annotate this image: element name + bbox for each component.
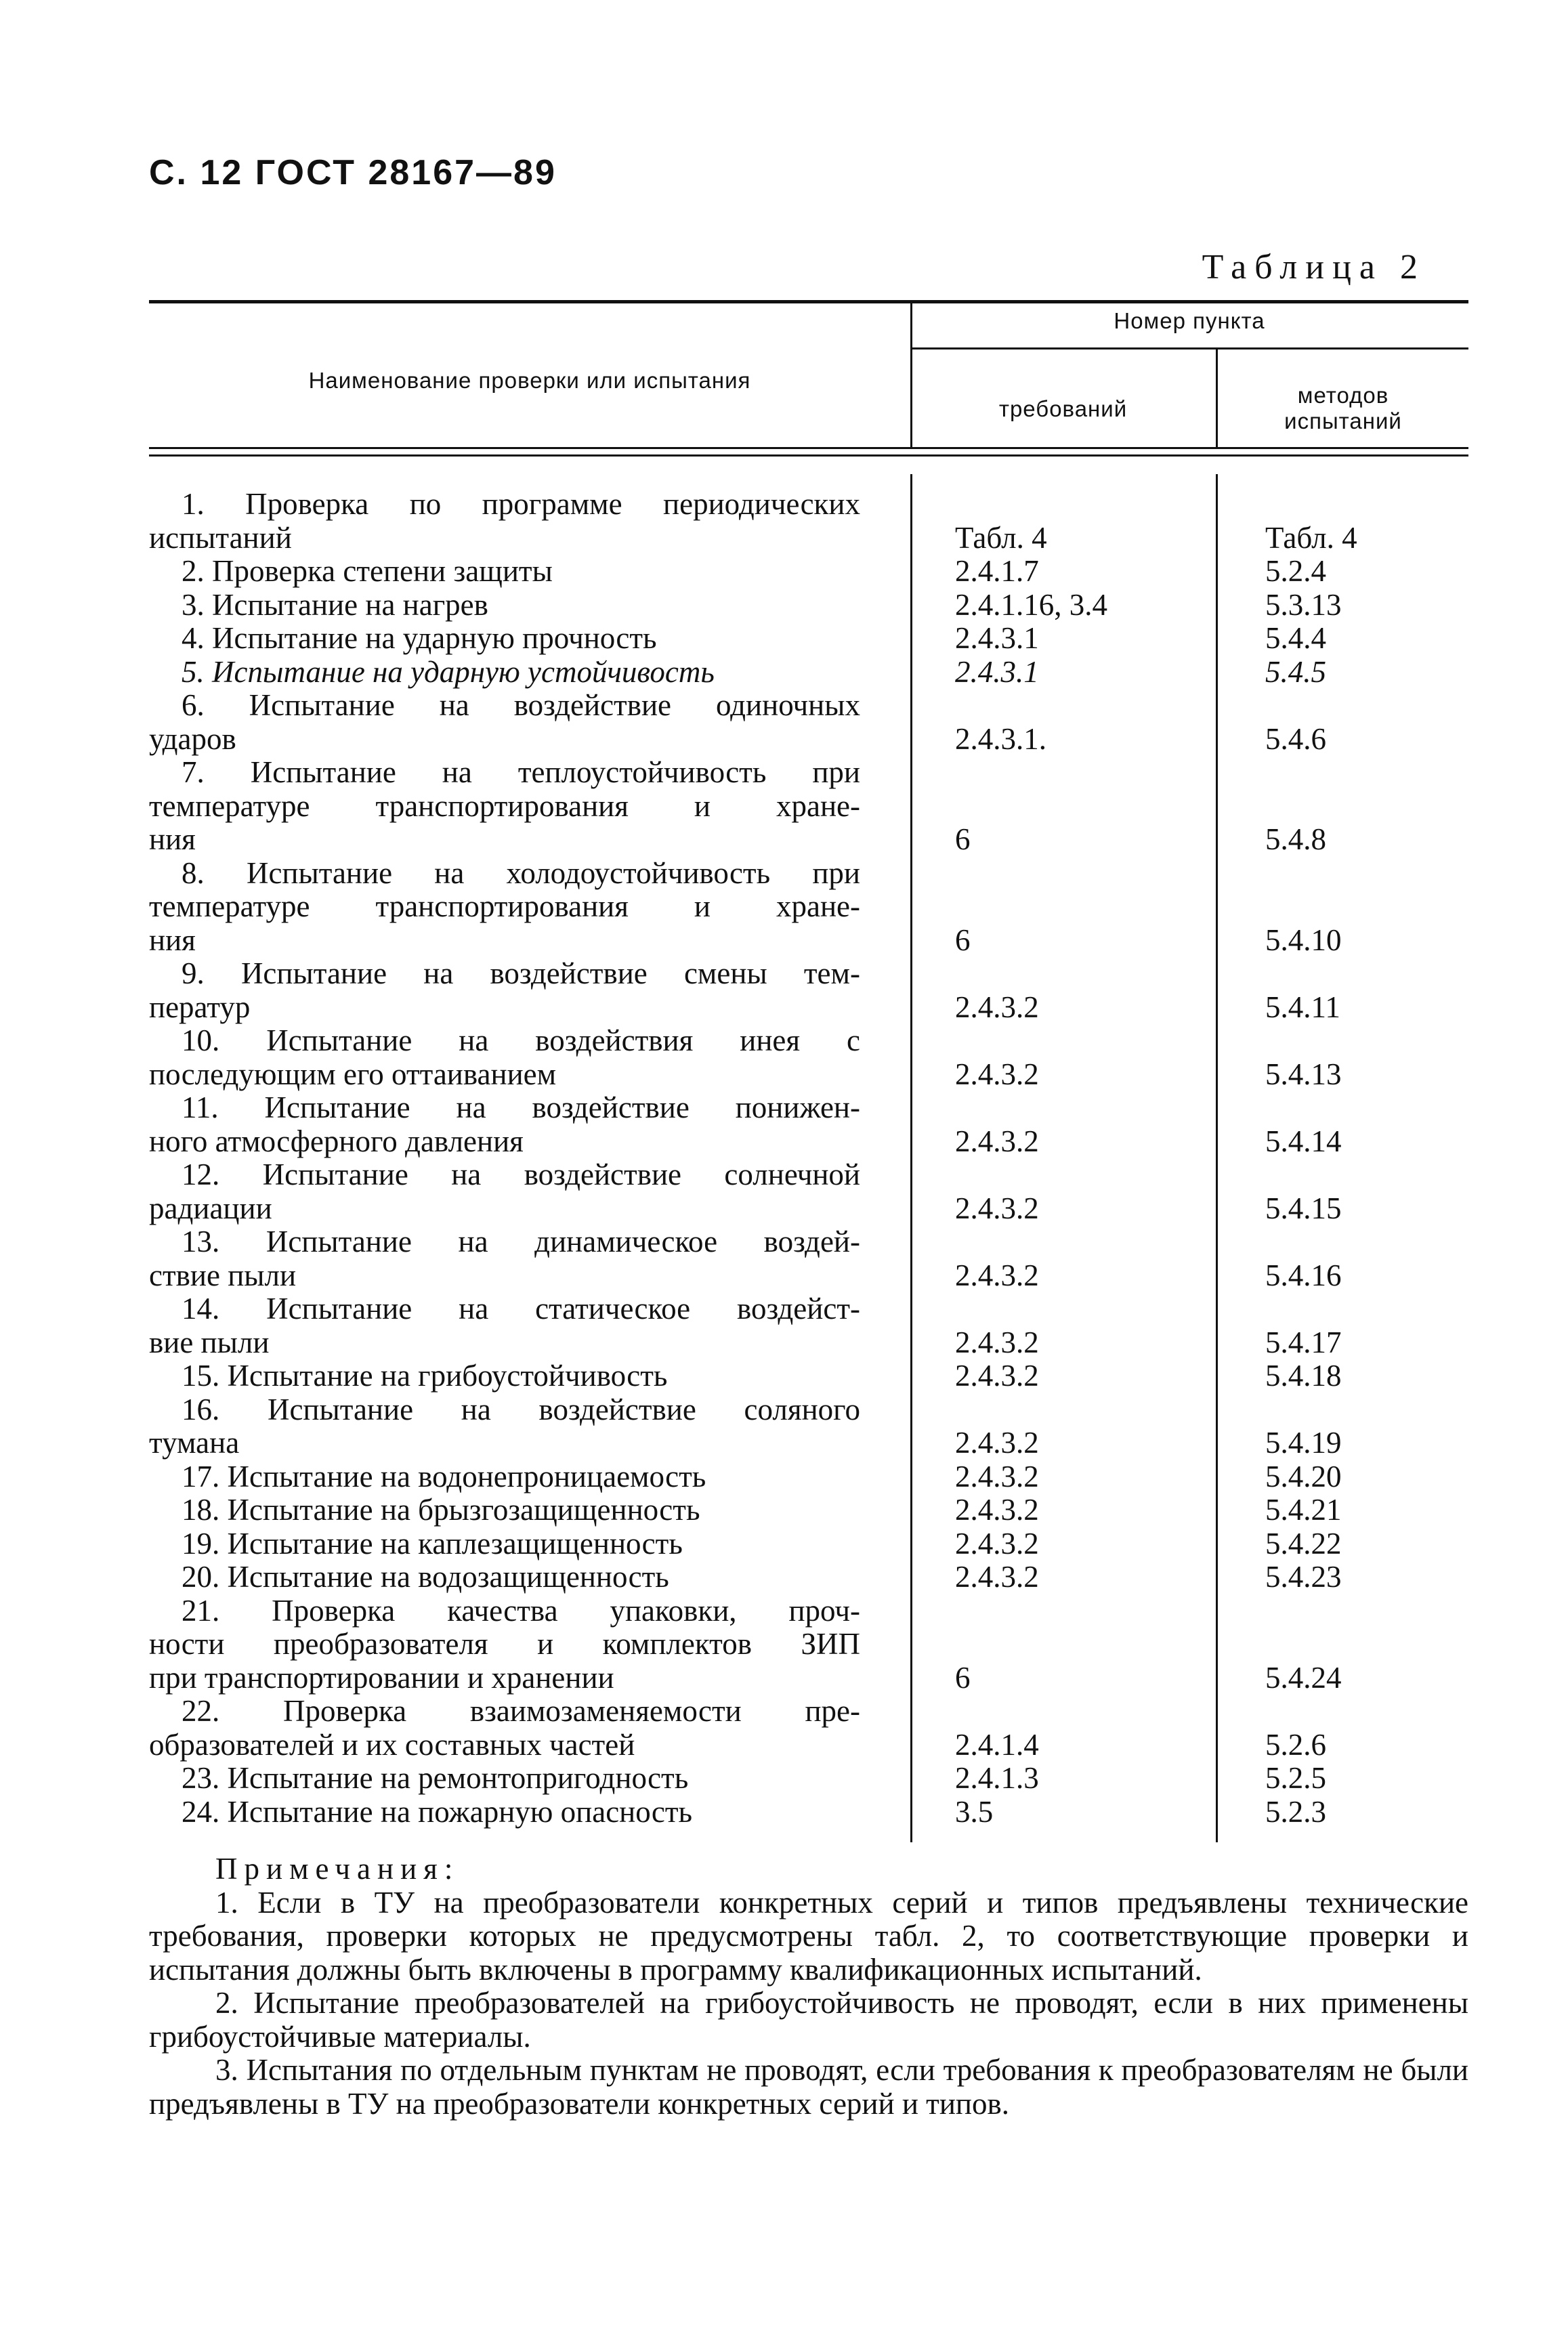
- row-methods: 5.4.14: [1265, 1124, 1342, 1158]
- row-name-line: 11. Испытание на воздействие понижен-: [182, 1090, 860, 1124]
- row-name-line: ствие пыли: [149, 1258, 297, 1292]
- row-name-line: 20. Испытание на водозащищенность: [182, 1560, 669, 1594]
- row-requirements: 2.4.3.2: [955, 1325, 1039, 1359]
- row-name-line: 3. Испытание на нагрев: [182, 587, 488, 622]
- note-2: 2. Испытание преобразователей на грибоустойчивость не проводят, если в них применены грибоустойчивые материалы.: [149, 1986, 1468, 2054]
- row-requirements: 6: [955, 822, 971, 856]
- table-row: [149, 756, 1470, 857]
- row-requirements: 2.4.3.2: [955, 1560, 1039, 1594]
- row-requirements: Табл. 4: [955, 520, 1047, 555]
- row-methods: 5.4.19: [1265, 1426, 1342, 1460]
- row-name: [149, 1493, 860, 1527]
- row-name-line: 13. Испытание на динамическое воздей-: [182, 1225, 860, 1258]
- row-name-line: 9. Испытание на воздействие смены тем-: [182, 956, 860, 990]
- table-row: [149, 1695, 1470, 1762]
- row-name: [149, 957, 860, 1024]
- row-methods: 5.4.23: [1265, 1560, 1342, 1594]
- row-methods: 5.4.15: [1265, 1191, 1342, 1225]
- row-requirements: 2.4.1.16, 3.4: [955, 587, 1107, 622]
- row-name-line: радиации: [149, 1191, 272, 1225]
- table-rows: [149, 488, 1470, 1829]
- row-name-line: 18. Испытание на брызгозащищенность: [182, 1493, 700, 1527]
- row-name-line: 23. Испытание на ремонтопригодность: [182, 1761, 689, 1795]
- table-row: [149, 1493, 1470, 1527]
- row-requirements: 2.4.1.4: [955, 1727, 1039, 1762]
- row-methods: 5.4.4: [1265, 621, 1326, 655]
- row-name: [149, 488, 860, 555]
- row-name-line: 22. Проверка взаимозаменяемости пре-: [182, 1694, 860, 1728]
- row-name: [149, 1527, 860, 1561]
- row-methods: 5.2.3: [1265, 1794, 1326, 1829]
- row-requirements: 2.4.3.2: [955, 1359, 1039, 1393]
- table-row: [149, 1527, 1470, 1561]
- table-top-rule: [149, 300, 1468, 303]
- row-name-line: ния: [149, 923, 196, 957]
- row-name-line: 5. Испытание на ударную устойчивость: [182, 654, 715, 689]
- row-name-line: вие пыли: [149, 1325, 270, 1359]
- row-methods: 5.4.17: [1265, 1325, 1342, 1359]
- row-requirements: 2.4.3.2: [955, 1493, 1039, 1527]
- header-group: Номер пункта: [1114, 308, 1265, 333]
- row-requirements: 2.4.3.1: [955, 621, 1039, 655]
- row-name-line: ности преобразователя и комплектов ЗИП: [149, 1627, 860, 1661]
- row-name: [149, 1091, 860, 1158]
- row-requirements: 6: [955, 1660, 971, 1695]
- note-3: 3. Испытания по отдельным пунктам не проводят, если требования к преобразователям не были предъявлены в ТУ на преобразователи конкретных серий и типов.: [149, 2053, 1468, 2121]
- table-caption: Таблица 2: [1202, 248, 1426, 287]
- row-requirements: 6: [955, 923, 971, 957]
- row-name: [149, 1594, 860, 1695]
- row-name: [149, 656, 860, 690]
- row-requirements: 2.4.3.1: [955, 654, 1039, 689]
- row-name: [149, 1393, 860, 1460]
- table-row: [149, 1292, 1470, 1359]
- row-name-line: 21. Проверка качества упаковки, проч-: [182, 1593, 860, 1628]
- row-name-line: 12. Испытание на воздействие солнечной: [182, 1158, 860, 1191]
- row-methods: 5.4.18: [1265, 1359, 1342, 1393]
- page-header: С. 12 ГОСТ 28167—89: [149, 153, 557, 192]
- row-name-line: 4. Испытание на ударную прочность: [182, 621, 657, 655]
- table-row: [149, 1561, 1470, 1594]
- row-name-line: ния: [149, 822, 196, 856]
- row-name: [149, 1359, 860, 1393]
- header-requirements: требований: [998, 396, 1128, 421]
- table-row: [149, 1393, 1470, 1460]
- row-methods: 5.4.10: [1265, 923, 1342, 957]
- row-name: [149, 1460, 860, 1494]
- table-row: [149, 1359, 1470, 1393]
- note-1: 1. Если в ТУ на преобразователи конкретных серий и типов предъявлены технические требования, проверки которых не предусмотрены табл. 2, то соответствующие проверки и испытания должны быть включены в программу квалификационных испытаний.: [149, 1885, 1468, 1987]
- row-name-line: 10. Испытание на воздействия инея с: [182, 1023, 860, 1057]
- table-row: [149, 488, 1470, 555]
- row-name-line: 6. Испытание на воздействие одиночных: [182, 688, 860, 722]
- row-name: [149, 1695, 860, 1762]
- row-requirements: 2.4.3.2: [955, 1426, 1039, 1460]
- row-name-line: температуре транспортирования и хране-: [149, 889, 860, 923]
- row-name-line: ударов: [149, 721, 236, 756]
- row-requirements: 2.4.3.1.: [955, 721, 1046, 756]
- header-methods-line2: испытаний: [1284, 408, 1402, 433]
- row-methods: 5.3.13: [1265, 587, 1342, 622]
- table-row: [149, 1460, 1470, 1494]
- row-name: [149, 1762, 860, 1796]
- row-name: [149, 1158, 860, 1225]
- row-name: [149, 1561, 860, 1594]
- header-methods-line1: методов: [1297, 383, 1389, 408]
- row-name-line: ператур: [149, 990, 251, 1024]
- row-methods: 5.4.8: [1265, 822, 1326, 856]
- table-row: [149, 1091, 1470, 1158]
- row-name-line: 19. Испытание на каплезащищенность: [182, 1526, 683, 1561]
- table-row: [149, 555, 1470, 589]
- row-name: [149, 756, 860, 857]
- row-methods: 5.2.6: [1265, 1727, 1326, 1762]
- row-requirements: 2.4.3.2: [955, 1191, 1039, 1225]
- row-name: [149, 1024, 860, 1091]
- table-row: [149, 622, 1470, 656]
- row-requirements: 2.4.1.7: [955, 554, 1039, 588]
- row-requirements: 2.4.3.2: [955, 1258, 1039, 1292]
- row-name-line: тумана: [149, 1426, 240, 1460]
- table-row: [149, 589, 1470, 622]
- table-row: [149, 1024, 1470, 1091]
- row-methods: 5.4.21: [1265, 1493, 1342, 1527]
- row-methods: 5.4.5: [1265, 654, 1326, 689]
- row-name: [149, 1796, 860, 1829]
- row-methods: 5.4.11: [1265, 990, 1340, 1024]
- row-name-line: при транспортировании и хранении: [149, 1660, 614, 1695]
- row-name-line: 2. Проверка степени защиты: [182, 554, 553, 588]
- row-requirements: 3.5: [955, 1794, 994, 1829]
- table-row: [149, 1594, 1470, 1695]
- row-name-line: 17. Испытание на водонепроницаемость: [182, 1459, 706, 1493]
- row-name-line: последующим его оттаиванием: [149, 1057, 557, 1091]
- row-requirements: 2.4.1.3: [955, 1761, 1039, 1795]
- row-methods: 5.4.13: [1265, 1057, 1342, 1091]
- row-name: [149, 689, 860, 756]
- row-name-line: 1. Проверка по программе периодических: [182, 487, 860, 521]
- row-name-line: ного атмосферного давления: [149, 1124, 524, 1158]
- row-name-line: 16. Испытание на воздействие соляного: [182, 1392, 860, 1426]
- row-name-line: 8. Испытание на холодоустойчивость при: [182, 855, 860, 890]
- row-name-line: температуре транспортирования и хране-: [149, 788, 860, 823]
- row-methods: 5.4.24: [1265, 1660, 1342, 1695]
- row-name: [149, 1292, 860, 1359]
- table-row: [149, 857, 1470, 958]
- table-row: [149, 1762, 1470, 1796]
- table-row: [149, 689, 1470, 756]
- row-methods: 5.4.22: [1265, 1526, 1342, 1561]
- row-name-line: испытаний: [149, 520, 292, 555]
- row-name-line: 15. Испытание на грибоустойчивость: [182, 1359, 668, 1393]
- notes: [149, 1852, 1468, 2121]
- row-requirements: 2.4.3.2: [955, 1124, 1039, 1158]
- row-methods: 5.4.6: [1265, 721, 1326, 756]
- header-name: Наименование проверки или испытания: [308, 368, 751, 393]
- row-requirements: 2.4.3.2: [955, 1057, 1039, 1091]
- table-row: [149, 1225, 1470, 1292]
- row-methods: 5.4.20: [1265, 1459, 1342, 1493]
- row-requirements: 2.4.3.2: [955, 1526, 1039, 1561]
- table-row: [149, 656, 1470, 690]
- row-name: [149, 622, 860, 656]
- header-group-rule: [910, 347, 1468, 349]
- header-bottom-double-rule: [149, 447, 1468, 457]
- row-methods: 5.2.5: [1265, 1761, 1326, 1795]
- row-name-line: 14. Испытание на статическое воздейст-: [182, 1292, 860, 1326]
- row-name: [149, 555, 860, 589]
- row-methods: 5.2.4: [1265, 554, 1326, 588]
- row-name: [149, 1225, 860, 1292]
- row-name: [149, 589, 860, 622]
- row-name-line: образователей и их составных частей: [149, 1727, 635, 1762]
- row-name: [149, 857, 860, 958]
- row-requirements: 2.4.3.2: [955, 990, 1039, 1024]
- header-methods: [1218, 383, 1468, 434]
- row-methods: Табл. 4: [1265, 520, 1357, 555]
- row-name-line: 7. Испытание на теплоустойчивость при: [182, 755, 860, 789]
- notes-title: Примечания:: [215, 1852, 460, 1886]
- table-row: [149, 957, 1470, 1024]
- row-methods: 5.4.16: [1265, 1258, 1342, 1292]
- table-row: [149, 1158, 1470, 1225]
- row-requirements: 2.4.3.2: [955, 1459, 1039, 1493]
- table-row: [149, 1796, 1470, 1829]
- row-name-line: 24. Испытание на пожарную опасность: [182, 1794, 693, 1829]
